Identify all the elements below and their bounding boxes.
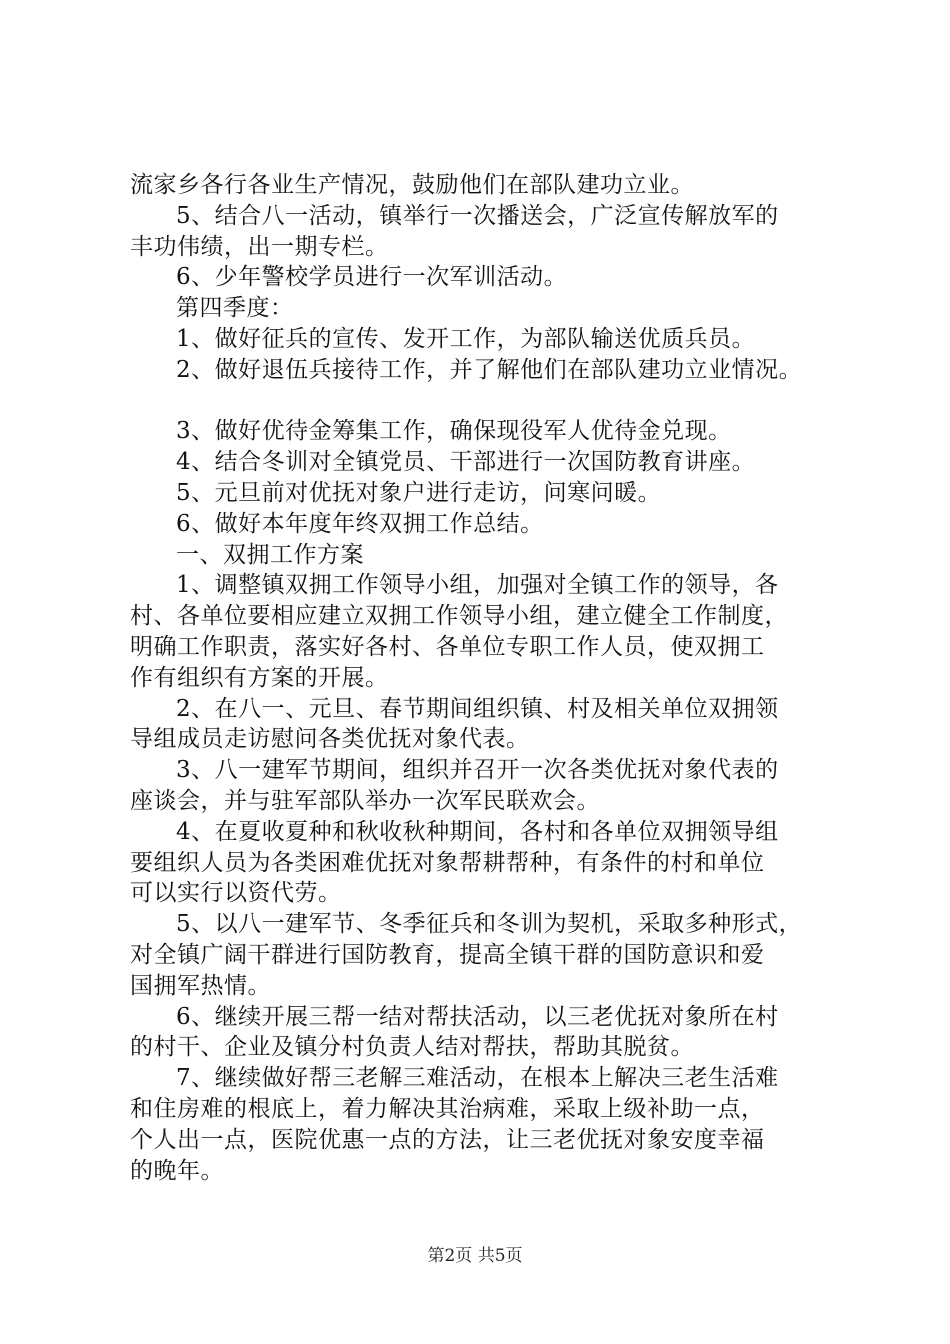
text-line: 5、元旦前对优抚对象户进行走访，问寒问暖。 xyxy=(176,479,662,506)
text-line: 4、结合冬训对全镇党员、干部进行一次国防教育讲座。 xyxy=(176,449,756,476)
text-line: 5、以八一建军节、冬季征兵和冬训为契机，采取多种形式， xyxy=(176,911,803,938)
text-line: 3、八一建军节期间，组织并召开一次各类优抚对象代表的 xyxy=(176,757,779,784)
text-line: 对全镇广阔干群进行国防教育，提高全镇干群的国防意识和爱 xyxy=(130,941,765,968)
text-line: 明确工作职责，落实好各村、各单位专职工作人员，使双拥工 xyxy=(130,633,765,660)
text-line: 5、结合八一活动，镇举行一次播送会，广泛宣传解放军的 xyxy=(176,202,779,229)
blank-line xyxy=(130,386,830,417)
text-line: 的晚年。 xyxy=(130,1157,224,1184)
text-line: 导组成员走访慰问各类优抚对象代表。 xyxy=(130,726,530,753)
text-line: 个人出一点，医院优惠一点的方法，让三老优抚对象安度幸福 xyxy=(130,1126,765,1153)
text-line: 流家乡各行各业生产情况，鼓励他们在部队建功立业。 xyxy=(130,172,694,198)
text-line: 6、做好本年度年终双拥工作总结。 xyxy=(176,510,544,537)
text-line: 2、做好退伍兵接待工作，并了解他们在部队建功立业情况。 xyxy=(176,356,803,383)
text-line: 3、做好优待金筹集工作，确保现役军人优待金兑现。 xyxy=(176,418,732,445)
text-line: 和住房难的根底上，着力解决其治病难，采取上级补助一点， xyxy=(130,1095,765,1122)
text-line: 第四季度： xyxy=(176,295,294,322)
text-line: 国拥军热情。 xyxy=(130,972,271,999)
text-line: 7、继续做好帮三老解三难活动，在根本上解决三老生活难 xyxy=(176,1065,779,1092)
document-body xyxy=(130,170,830,1186)
text-line: 可以实行以资代劳。 xyxy=(130,880,342,907)
text-line: 作有组织有方案的开展。 xyxy=(130,664,389,691)
text-line: 2、在八一、元旦、春节期间组织镇、村及相关单位双拥领 xyxy=(176,695,779,722)
text-line: 要组织人员为各类困难优抚对象帮耕帮种，有条件的村和单位 xyxy=(130,849,765,876)
text-line: 1、做好征兵的宣传、发开工作，为部队输送优质兵员。 xyxy=(176,325,756,352)
text-line: 的村干、企业及镇分村负责人结对帮扶，帮助其脱贫。 xyxy=(130,1034,694,1061)
text-line: 4、在夏收夏种和秋收秋种期间，各村和各单位双拥领导组 xyxy=(176,818,779,845)
text-line: 6、少年警校学员进行一次军训活动。 xyxy=(176,264,568,291)
text-line: 6、继续开展三帮一结对帮扶活动，以三老优抚对象所在村 xyxy=(176,1003,779,1030)
text-line: 村、各单位要相应建立双拥工作领导小组，建立健全工作制度， xyxy=(130,603,788,630)
page-footer: 第2页 共5页 xyxy=(427,1246,523,1266)
text-line: 一、双拥工作方案 xyxy=(176,541,364,568)
text-line: 座谈会，并与驻军部队举办一次军民联欢会。 xyxy=(130,787,600,814)
text-line: 丰功伟绩，出一期专栏。 xyxy=(130,233,389,260)
text-line: 1、调整镇双拥工作领导小组，加强对全镇工作的领导，各 xyxy=(176,572,779,599)
